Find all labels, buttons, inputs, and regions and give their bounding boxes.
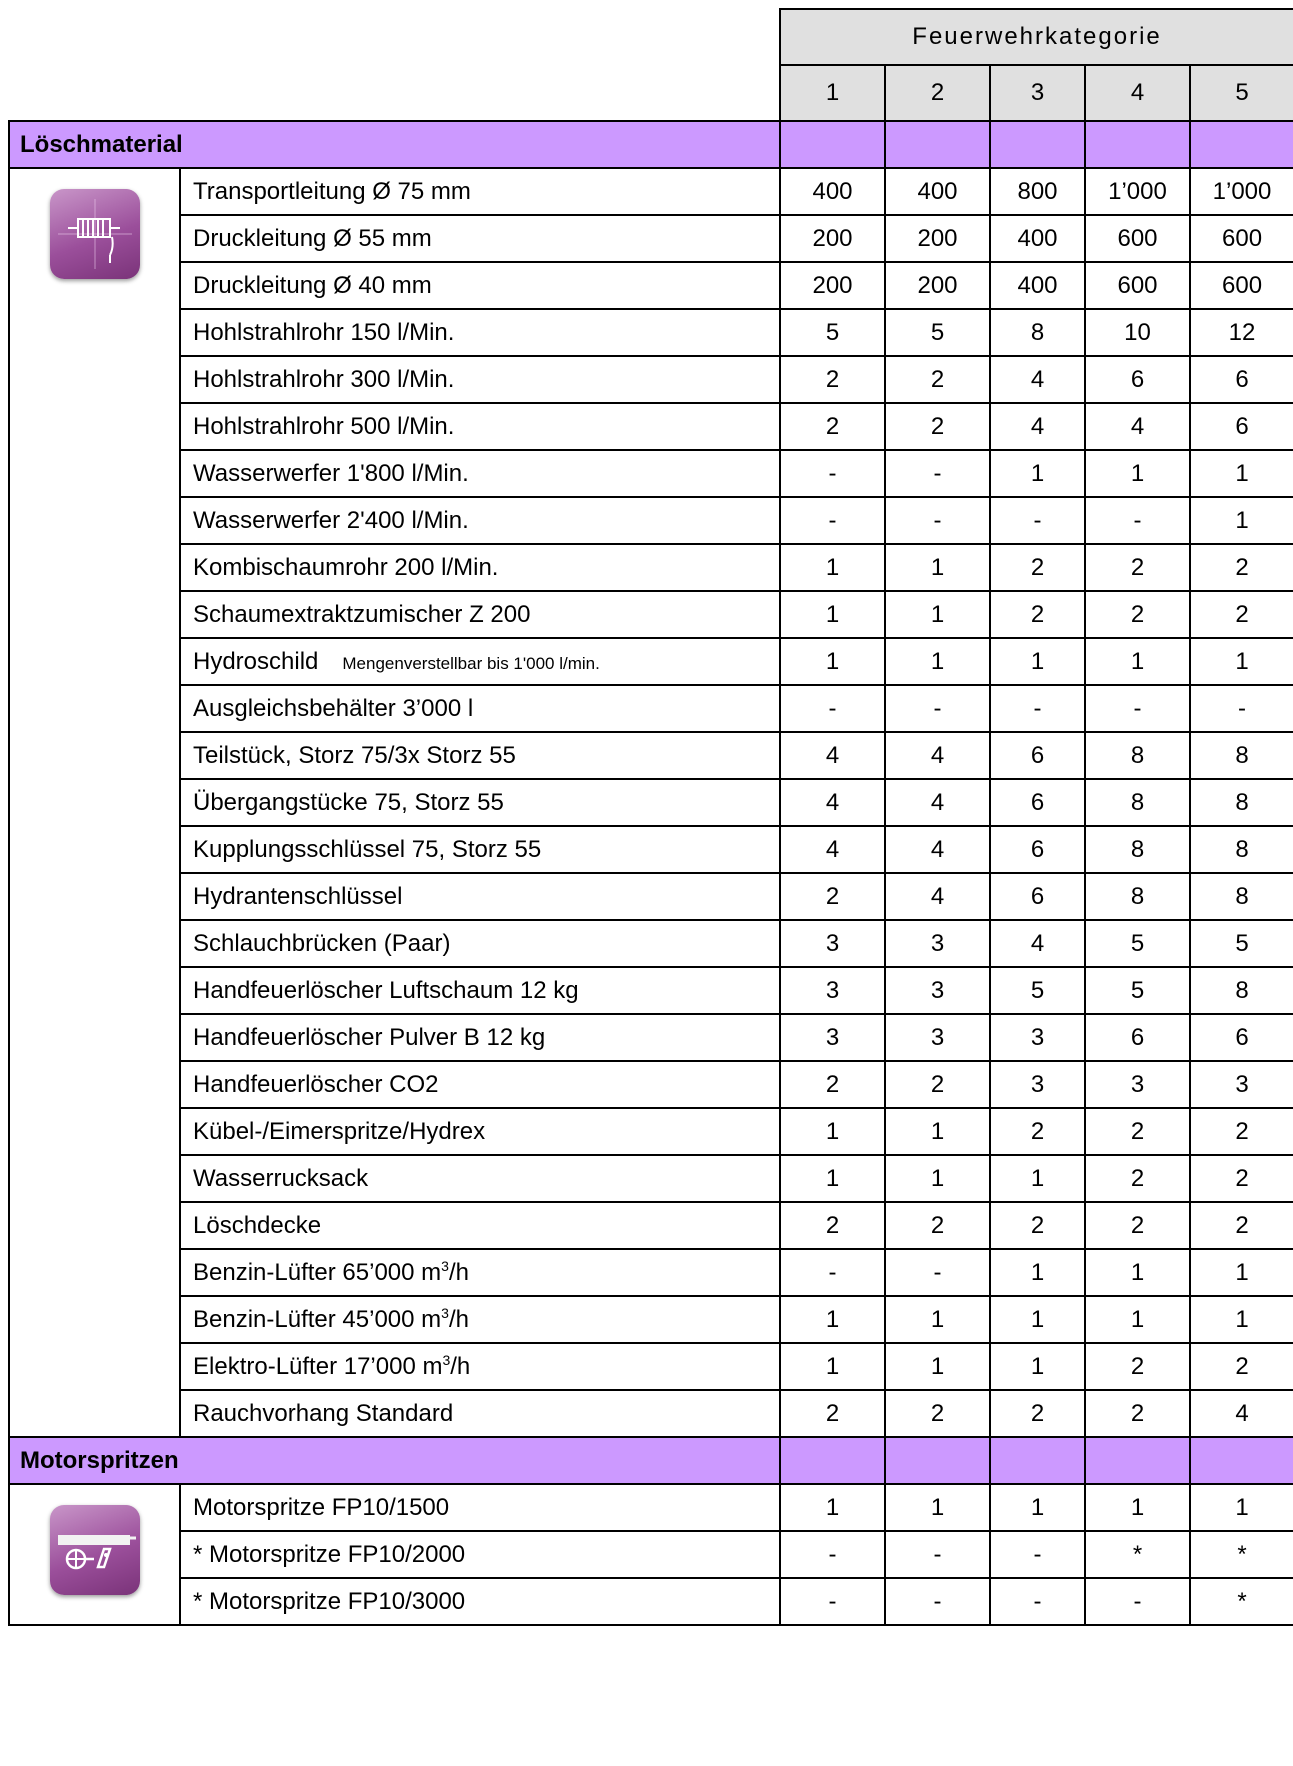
value-cell-category-1: 1 (780, 1484, 885, 1531)
item-label: Transportleitung Ø 75 mm (193, 177, 471, 205)
value-cell-category-3: 3 (990, 1061, 1085, 1108)
value-cell-category-1: 3 (780, 1014, 885, 1061)
value-cell-category-5: 1 (1190, 1296, 1293, 1343)
value-cell-category-1: 1 (780, 1108, 885, 1155)
equipment-table (8, 8, 1293, 1626)
table-row (9, 497, 1293, 544)
value-cell-category-3: 8 (990, 309, 1085, 356)
value-cell-category-5: 1 (1190, 1249, 1293, 1296)
item-label: Handfeuerlöscher CO2 (193, 1070, 439, 1098)
item-label-cell (180, 1014, 780, 1061)
item-label: Teilstück, Storz 75/3x Storz 55 (193, 741, 516, 769)
value-cell-category-5: 1 (1190, 450, 1293, 497)
table-row (9, 591, 1293, 638)
value-cell-category-1: 1 (780, 638, 885, 685)
value-cell-category-1: - (780, 1578, 885, 1625)
value-cell-category-4: 4 (1085, 403, 1190, 450)
value-cell-category-3: 6 (990, 779, 1085, 826)
value-cell-category-2: 1 (885, 1296, 990, 1343)
value-cell-category-2: 4 (885, 826, 990, 873)
item-label-cell (180, 967, 780, 1014)
value-cell-category-1: 2 (780, 356, 885, 403)
value-cell-category-4: 8 (1085, 826, 1190, 873)
value-cell-category-2: 4 (885, 732, 990, 779)
value-cell-category-5: 8 (1190, 826, 1293, 873)
section-header-row (9, 121, 1293, 168)
table-row (9, 1249, 1293, 1296)
table-row (9, 309, 1293, 356)
value-cell-category-1: 4 (780, 826, 885, 873)
item-label-cell (180, 826, 780, 873)
item-label-cell (180, 356, 780, 403)
item-label: Hohlstrahlrohr 300 l/Min. (193, 365, 455, 393)
value-cell-category-5: 3 (1190, 1061, 1293, 1108)
value-cell-category-2: 4 (885, 873, 990, 920)
item-label-cell (180, 591, 780, 638)
header-spacer (9, 65, 780, 121)
value-cell-category-3: 2 (990, 591, 1085, 638)
value-cell-category-5: * (1190, 1531, 1293, 1578)
table-row (9, 1202, 1293, 1249)
value-cell-category-1: - (780, 450, 885, 497)
value-cell-category-1: 200 (780, 215, 885, 262)
item-label-cell (180, 309, 780, 356)
category-column-1: 1 (780, 65, 885, 121)
value-cell-category-3: 1 (990, 1249, 1085, 1296)
item-label: * Motorspritze FP10/2000 (193, 1540, 466, 1568)
item-label-suffix: /h (448, 1259, 469, 1286)
value-cell-category-5: 2 (1190, 1155, 1293, 1202)
section-header-cell (1085, 121, 1190, 168)
item-label-cell (180, 779, 780, 826)
value-cell-category-3: 1 (990, 1343, 1085, 1390)
item-label: Wasserwerfer 1'800 l/Min. (193, 459, 469, 487)
value-cell-category-4: 8 (1085, 779, 1190, 826)
value-cell-category-5: 1 (1190, 1484, 1293, 1531)
item-label-cell (180, 732, 780, 779)
value-cell-category-2: 4 (885, 779, 990, 826)
item-label: Schaumextraktzumischer Z 200 (193, 600, 531, 628)
item-label-cell (180, 920, 780, 967)
value-cell-category-5: * (1190, 1578, 1293, 1625)
value-cell-category-3: 3 (990, 1014, 1085, 1061)
item-label: Druckleitung Ø 40 mm (193, 271, 432, 299)
value-cell-category-1: - (780, 685, 885, 732)
value-cell-category-3: 400 (990, 215, 1085, 262)
value-cell-category-5: 6 (1190, 403, 1293, 450)
value-cell-category-5: 1 (1190, 638, 1293, 685)
value-cell-category-5: 600 (1190, 215, 1293, 262)
table-row (9, 1390, 1293, 1437)
item-label: Ausgleichsbehälter 3’000 l (193, 694, 474, 722)
value-cell-category-1: 1 (780, 1155, 885, 1202)
item-label-cell (180, 1484, 780, 1531)
item-label: Motorspritze FP10/1500 (193, 1493, 450, 1521)
value-cell-category-4: 3 (1085, 1061, 1190, 1108)
item-label-cell (180, 544, 780, 591)
value-cell-category-4: 2 (1085, 1155, 1190, 1202)
item-label-cell (180, 215, 780, 262)
value-cell-category-4: 2 (1085, 1390, 1190, 1437)
value-cell-category-2: 1 (885, 1155, 990, 1202)
value-cell-category-2: - (885, 1249, 990, 1296)
item-label: Löschdecke (193, 1211, 322, 1239)
value-cell-category-2: 2 (885, 1061, 990, 1108)
item-label-cell (180, 1531, 780, 1578)
value-cell-category-4: 2 (1085, 544, 1190, 591)
section-header-cell (780, 121, 885, 168)
value-cell-category-1: 4 (780, 779, 885, 826)
value-cell-category-4: 600 (1085, 262, 1190, 309)
value-cell-category-2: 2 (885, 403, 990, 450)
section-header-cell (780, 1437, 885, 1484)
value-cell-category-2: - (885, 1531, 990, 1578)
value-cell-category-2: 200 (885, 262, 990, 309)
value-cell-category-2: 1 (885, 591, 990, 638)
hose-reel-icon (50, 189, 140, 279)
item-label: Kupplungsschlüssel 75, Storz 55 (193, 835, 542, 863)
value-cell-category-2: 200 (885, 215, 990, 262)
value-cell-category-2: 400 (885, 168, 990, 215)
value-cell-category-4: 2 (1085, 1343, 1190, 1390)
item-label: Schlauchbrücken (Paar) (193, 929, 451, 957)
value-cell-category-5: 2 (1190, 1202, 1293, 1249)
category-column-5: 5 (1190, 65, 1293, 121)
table-row (9, 1484, 1293, 1531)
value-cell-category-4: 2 (1085, 591, 1190, 638)
table-row (9, 1108, 1293, 1155)
value-cell-category-3: - (990, 685, 1085, 732)
value-cell-category-1: 400 (780, 168, 885, 215)
item-label-cell (180, 168, 780, 215)
value-cell-category-5: 5 (1190, 920, 1293, 967)
table-row (9, 1061, 1293, 1108)
value-cell-category-2: 1 (885, 544, 990, 591)
value-cell-category-2: 1 (885, 1484, 990, 1531)
value-cell-category-5: 12 (1190, 309, 1293, 356)
value-cell-category-4: 1 (1085, 450, 1190, 497)
value-cell-category-1: 2 (780, 403, 885, 450)
table-row (9, 450, 1293, 497)
value-cell-category-4: 1 (1085, 1484, 1190, 1531)
value-cell-category-2: - (885, 450, 990, 497)
value-cell-category-2: 3 (885, 920, 990, 967)
section-header-cell (1190, 121, 1293, 168)
value-cell-category-5: 8 (1190, 732, 1293, 779)
value-cell-category-4: 1 (1085, 1296, 1190, 1343)
value-cell-category-4: 1 (1085, 1249, 1190, 1296)
item-label: Handfeuerlöscher Luftschaum 12 kg (193, 976, 579, 1004)
section-header-cell (1190, 1437, 1293, 1484)
value-cell-category-1: 2 (780, 1390, 885, 1437)
item-label-cell (180, 1343, 780, 1390)
value-cell-category-5: - (1190, 685, 1293, 732)
section-header-cell (885, 1437, 990, 1484)
item-label-cell (180, 638, 780, 685)
value-cell-category-5: 8 (1190, 873, 1293, 920)
section-header-cell (990, 121, 1085, 168)
value-cell-category-4: - (1085, 685, 1190, 732)
value-cell-category-1: 1 (780, 544, 885, 591)
value-cell-category-2: - (885, 497, 990, 544)
item-label: Hohlstrahlrohr 150 l/Min. (193, 318, 455, 346)
item-label-cell (180, 1108, 780, 1155)
value-cell-category-4: 8 (1085, 732, 1190, 779)
table-row (9, 1155, 1293, 1202)
table-row (9, 826, 1293, 873)
table-row (9, 1014, 1293, 1061)
item-label: Handfeuerlöscher Pulver B 12 kg (193, 1023, 546, 1051)
item-label: Benzin-Lüfter 65’000 m (193, 1259, 442, 1286)
item-label: Wasserwerfer 2'400 l/Min. (193, 506, 469, 534)
table-row (9, 356, 1293, 403)
value-cell-category-1: 1 (780, 1296, 885, 1343)
section-header-cell (990, 1437, 1085, 1484)
table-row (9, 685, 1293, 732)
header-spacer (9, 9, 780, 65)
value-cell-category-3: 6 (990, 873, 1085, 920)
value-cell-category-2: 2 (885, 1390, 990, 1437)
item-label: Elektro-Lüfter 17’000 m (193, 1353, 443, 1380)
value-cell-category-4: 10 (1085, 309, 1190, 356)
item-label-cell (180, 262, 780, 309)
value-cell-category-5: 4 (1190, 1390, 1293, 1437)
value-cell-category-5: 6 (1190, 356, 1293, 403)
item-label: Druckleitung Ø 55 mm (193, 224, 432, 252)
section-header-cell (1085, 1437, 1190, 1484)
value-cell-category-2: 2 (885, 356, 990, 403)
value-cell-category-1: 2 (780, 1202, 885, 1249)
value-cell-category-4: 5 (1085, 920, 1190, 967)
section-header-cell (885, 121, 990, 168)
item-label: Rauchvorhang Standard (193, 1399, 454, 1427)
table-body (9, 121, 1293, 1625)
item-label-superscript: 3 (441, 1305, 449, 1321)
item-label: Hydroschild (193, 647, 319, 675)
table-row (9, 920, 1293, 967)
value-cell-category-1: 3 (780, 920, 885, 967)
value-cell-category-3: 1 (990, 1484, 1085, 1531)
value-cell-category-4: 5 (1085, 967, 1190, 1014)
value-cell-category-5: 600 (1190, 262, 1293, 309)
section-header-row (9, 1437, 1293, 1484)
value-cell-category-3: 6 (990, 826, 1085, 873)
value-cell-category-3: 400 (990, 262, 1085, 309)
value-cell-category-5: 8 (1190, 779, 1293, 826)
item-label-cell (180, 685, 780, 732)
item-label: Wasserrucksack (193, 1164, 369, 1192)
section-title-fill (180, 121, 780, 168)
value-cell-category-2: - (885, 1578, 990, 1625)
item-label-cell (180, 403, 780, 450)
table-row (9, 1296, 1293, 1343)
value-cell-category-2: 1 (885, 1108, 990, 1155)
value-cell-category-1: - (780, 1531, 885, 1578)
value-cell-category-1: 3 (780, 967, 885, 1014)
value-cell-category-4: 1 (1085, 638, 1190, 685)
value-cell-category-5: 2 (1190, 1343, 1293, 1390)
category-column-2: 2 (885, 65, 990, 121)
value-cell-category-1: 2 (780, 873, 885, 920)
item-label: Hohlstrahlrohr 500 l/Min. (193, 412, 455, 440)
value-cell-category-3: - (990, 1531, 1085, 1578)
value-cell-category-3: 2 (990, 1108, 1085, 1155)
value-cell-category-5: 2 (1190, 591, 1293, 638)
item-label: Hydrantenschlüssel (193, 882, 403, 910)
value-cell-category-2: 3 (885, 967, 990, 1014)
value-cell-category-3: 1 (990, 1296, 1085, 1343)
value-cell-category-4: - (1085, 1578, 1190, 1625)
item-label-superscript: 3 (441, 1258, 449, 1274)
value-cell-category-2: 1 (885, 638, 990, 685)
table-row (9, 403, 1293, 450)
category-column-3: 3 (990, 65, 1085, 121)
value-cell-category-4: 2 (1085, 1202, 1190, 1249)
table-row (9, 638, 1293, 685)
value-cell-category-4: 1’000 (1085, 168, 1190, 215)
category-title: Feuerwehrkategorie (780, 9, 1293, 65)
value-cell-category-3: 4 (990, 403, 1085, 450)
item-label: Übergangstücke 75, Storz 55 (193, 788, 504, 816)
value-cell-category-1: 2 (780, 1061, 885, 1108)
item-label-suffix: /h (450, 1353, 471, 1380)
item-label-cell (180, 1155, 780, 1202)
value-cell-category-1: 1 (780, 1343, 885, 1390)
item-label-cell (180, 1061, 780, 1108)
value-cell-category-5: 1’000 (1190, 168, 1293, 215)
value-cell-category-5: 8 (1190, 967, 1293, 1014)
table-row (9, 1578, 1293, 1625)
category-column-4: 4 (1085, 65, 1190, 121)
value-cell-category-1: 4 (780, 732, 885, 779)
section-icon-cell (9, 1484, 180, 1625)
value-cell-category-1: 200 (780, 262, 885, 309)
value-cell-category-3: 5 (990, 967, 1085, 1014)
value-cell-category-3: 1 (990, 1155, 1085, 1202)
table-row (9, 544, 1293, 591)
item-label: * Motorspritze FP10/3000 (193, 1587, 466, 1615)
table-row (9, 779, 1293, 826)
section-icon-cell (9, 168, 180, 1437)
value-cell-category-3: 2 (990, 1390, 1085, 1437)
value-cell-category-2: 5 (885, 309, 990, 356)
table-row (9, 262, 1293, 309)
table-row (9, 873, 1293, 920)
value-cell-category-2: - (885, 685, 990, 732)
item-label-cell (180, 1202, 780, 1249)
value-cell-category-3: 1 (990, 638, 1085, 685)
value-cell-category-5: 1 (1190, 497, 1293, 544)
value-cell-category-3: 2 (990, 544, 1085, 591)
value-cell-category-3: - (990, 497, 1085, 544)
table-row (9, 1343, 1293, 1390)
section-title: Motorspritzen (9, 1437, 180, 1484)
value-cell-category-4: 6 (1085, 356, 1190, 403)
value-cell-category-1: - (780, 497, 885, 544)
item-label-suffix: /h (448, 1306, 469, 1333)
table-row (9, 732, 1293, 779)
item-label: Benzin-Lüfter 45’000 m (193, 1306, 442, 1333)
section-title: Löschmaterial (9, 121, 180, 168)
value-cell-category-1: - (780, 1249, 885, 1296)
item-label-cell (180, 1296, 780, 1343)
section-title-fill (180, 1437, 780, 1484)
value-cell-category-4: 8 (1085, 873, 1190, 920)
table-row (9, 1531, 1293, 1578)
value-cell-category-3: 6 (990, 732, 1085, 779)
motor-pump-icon (50, 1505, 140, 1595)
table-row (9, 215, 1293, 262)
item-label: Kombischaumrohr 200 l/Min. (193, 553, 499, 581)
value-cell-category-5: 6 (1190, 1014, 1293, 1061)
value-cell-category-2: 1 (885, 1343, 990, 1390)
item-label: Kübel-/Eimerspritze/Hydrex (193, 1117, 486, 1145)
value-cell-category-3: 2 (990, 1202, 1085, 1249)
item-label-cell (180, 497, 780, 544)
item-label-cell (180, 1249, 780, 1296)
value-cell-category-3: 800 (990, 168, 1085, 215)
value-cell-category-1: 1 (780, 591, 885, 638)
value-cell-category-1: 5 (780, 309, 885, 356)
value-cell-category-3: 4 (990, 920, 1085, 967)
item-label-superscript: 3 (442, 1352, 451, 1368)
item-label-cell (180, 873, 780, 920)
value-cell-category-5: 2 (1190, 544, 1293, 591)
value-cell-category-3: 4 (990, 356, 1085, 403)
item-label-cell (180, 450, 780, 497)
item-label-cell (180, 1578, 780, 1625)
item-note: Mengenverstellbar bis 1'000 l/min. (342, 653, 600, 673)
value-cell-category-2: 3 (885, 1014, 990, 1061)
value-cell-category-4: 2 (1085, 1108, 1190, 1155)
value-cell-category-4: 600 (1085, 215, 1190, 262)
value-cell-category-4: - (1085, 497, 1190, 544)
item-label-cell (180, 1390, 780, 1437)
value-cell-category-4: 6 (1085, 1014, 1190, 1061)
value-cell-category-2: 2 (885, 1202, 990, 1249)
value-cell-category-5: 2 (1190, 1108, 1293, 1155)
value-cell-category-3: - (990, 1578, 1085, 1625)
value-cell-category-3: 1 (990, 450, 1085, 497)
table-row (9, 168, 1293, 215)
table-row (9, 967, 1293, 1014)
value-cell-category-4: * (1085, 1531, 1190, 1578)
